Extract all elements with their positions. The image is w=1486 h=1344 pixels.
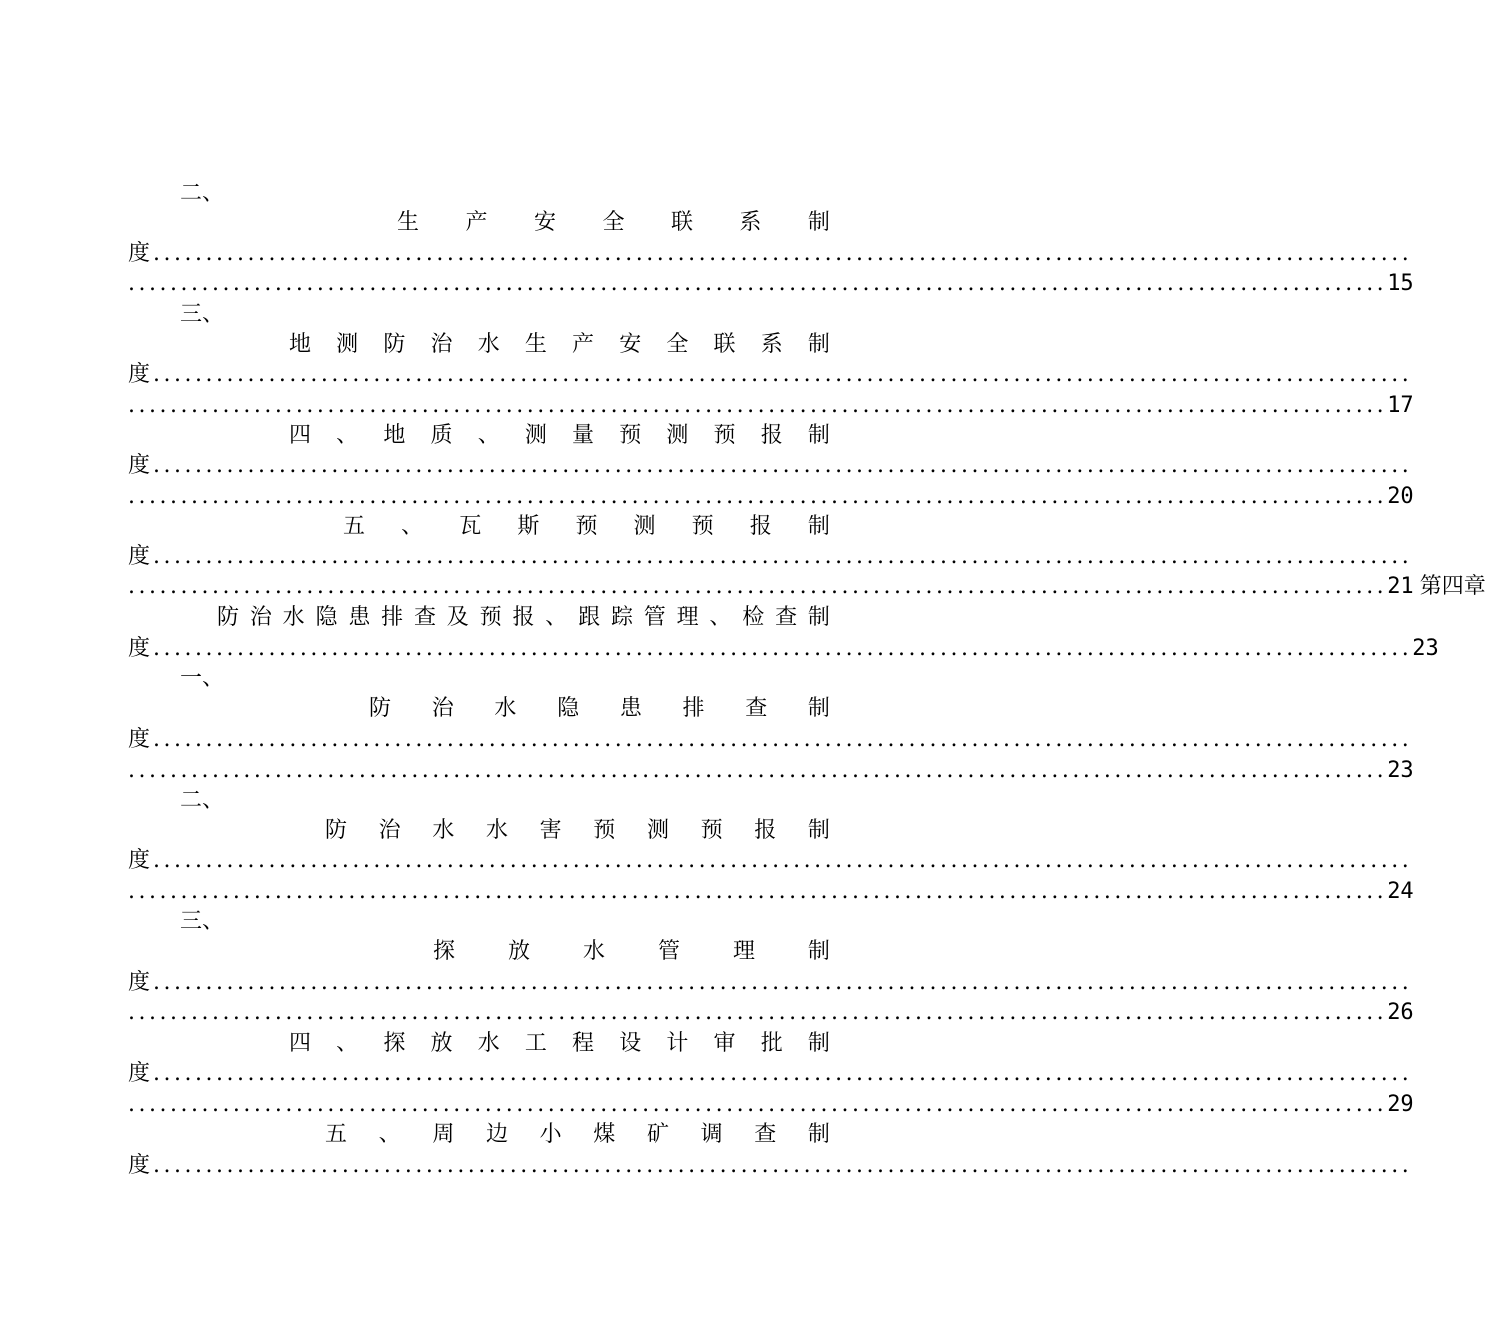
title-char: 审 [713,1031,736,1056]
title-char: 制 [807,332,830,357]
title-char: 制 [807,696,830,721]
dot-leader: ........................................................................................................................ [128,758,1388,783]
dot-leader: ........................................................................................................................ [153,362,1413,387]
title-char: 管 [657,939,680,964]
title-char: 制 [807,1031,830,1056]
title-char: 、 [401,514,424,539]
title-char: 生 [397,210,420,235]
title-char: 全 [666,332,689,357]
title-char: 排 [682,696,705,721]
title-char: 水 [494,696,517,721]
title-char: 制 [807,605,830,630]
toc-prefix: 二、 [180,788,225,813]
title-char: 探 [433,939,456,964]
title-char: 系 [739,210,762,235]
dot-leader: ........................................................................................................................ [153,1153,1413,1178]
toc-entry-title[interactable] [289,330,830,360]
title-char: 度 [128,970,154,995]
title-char: 四 [289,423,312,448]
title-char: 水 [485,818,508,843]
title-char: 联 [670,210,693,235]
dot-leader: ........................................................................................................................ [128,271,1388,296]
title-char: 治 [431,696,454,721]
toc-entry-title[interactable] [289,1029,830,1059]
dot-leader: ........................................................................................................................ [153,544,1413,569]
title-char: 制 [807,210,830,235]
title-char: 害 [539,818,562,843]
dot-leader: ........................................................................................................................ [128,1092,1388,1117]
title-char: 查 [745,696,768,721]
title-char: 全 [602,210,625,235]
title-char: 水 [477,332,500,357]
toc-leader-line [128,482,1414,512]
toc-leader-line [128,1059,1413,1089]
title-char: 调 [700,1122,723,1147]
title-char: 防 [383,332,406,357]
chapter-heading: 第四章 [1419,574,1486,599]
title-char: 度 [128,241,154,266]
title-char: 五 [325,1122,348,1147]
toc-leader-line [128,634,1439,664]
title-char: 预 [700,818,723,843]
title-char: 放 [430,1031,453,1056]
title-char: 、 [709,605,732,630]
dot-leader: ........................................................................................................................ [153,727,1413,752]
dot-leader: ........................................................................................................................ [153,636,1413,661]
toc-leader-line [128,877,1414,907]
toc-entry-title[interactable] [325,1120,830,1150]
title-char: 地 [289,332,312,357]
title-char: 五 [343,514,366,539]
title-char: 程 [572,1031,595,1056]
title-char: 预 [713,423,736,448]
title-char: 度 [128,1153,154,1178]
title-char: 安 [619,332,642,357]
title-char: 探 [383,1031,406,1056]
title-char: 水 [477,1031,500,1056]
title-char: 管 [643,605,666,630]
title-char: 度 [128,848,154,873]
toc-entry-title[interactable] [217,603,830,633]
title-char: 报 [754,818,777,843]
title-char: 水 [582,939,605,964]
toc-entry-title[interactable] [397,208,830,238]
title-char: 跟 [578,605,601,630]
title-char: 制 [807,818,830,843]
title-char: 四 [289,1031,312,1056]
toc-entry-title[interactable] [343,512,830,542]
page-number[interactable]: 29 [1387,1092,1414,1117]
title-char: 踪 [610,605,633,630]
toc-leader-line [128,968,1413,998]
title-char: 测 [666,423,689,448]
title-char: 度 [128,453,154,478]
toc-leader-line [128,451,1413,481]
title-char: 度 [128,1061,154,1086]
title-char: 、 [477,423,500,448]
title-char: 瓦 [459,514,482,539]
title-char: 制 [807,1122,830,1147]
title-char: 防 [369,696,392,721]
title-char: 测 [524,423,547,448]
dot-leader: ........................................................................................................................ [153,241,1413,266]
title-char: 患 [348,605,371,630]
title-char: 制 [807,423,830,448]
title-char: 患 [619,696,642,721]
title-char: 治 [430,332,453,357]
toc-leader-line [128,269,1414,299]
title-char: 工 [524,1031,547,1056]
title-char: 安 [533,210,556,235]
title-char: 设 [619,1031,642,1056]
title-char: 测 [633,514,656,539]
title-char: 查 [775,605,798,630]
title-char: 量 [572,423,595,448]
title-char: 检 [742,605,765,630]
dot-leader: ........................................................................................................................ [153,1061,1413,1086]
title-char: 防 [325,818,348,843]
title-char: 治 [249,605,272,630]
toc-leader-line [128,1090,1414,1120]
toc-leader-line [128,360,1413,390]
page-number[interactable]: 17 [1387,393,1414,418]
title-char: 测 [646,818,669,843]
dot-leader: ........................................................................................................................ [153,453,1413,478]
title-char: 产 [572,332,595,357]
title-char: 批 [760,1031,783,1056]
title-char: 预 [575,514,598,539]
title-char: 生 [524,332,547,357]
title-char: 防 [217,605,240,630]
toc-leader-line [128,391,1414,421]
title-char: 预 [691,514,714,539]
dot-leader: ........................................................................................................................ [128,484,1388,509]
toc-leader-line [128,1151,1413,1181]
title-char: 矿 [646,1122,669,1147]
dot-leader: ........................................................................................................................ [153,970,1413,995]
page-number[interactable]: 23 [1412,636,1439,661]
title-char: 放 [507,939,530,964]
title-char: 、 [545,605,568,630]
title-char: 周 [432,1122,455,1147]
title-char: 水 [432,818,455,843]
title-char: 理 [732,939,755,964]
title-char: 报 [749,514,772,539]
title-char: 隐 [315,605,338,630]
title-char: 预 [619,423,642,448]
title-char: 隐 [557,696,580,721]
dot-leader: ........................................................................................................................ [128,574,1388,599]
toc-prefix: 三、 [180,909,225,934]
title-char: 系 [760,332,783,357]
title-char: 地 [383,423,406,448]
title-char: 度 [128,544,154,569]
title-char: 制 [807,939,830,964]
toc-leader-line [128,756,1414,786]
toc-prefix: 三、 [180,302,225,327]
title-char: 小 [539,1122,562,1147]
toc-entry-title[interactable] [433,937,830,967]
title-char: 煤 [593,1122,616,1147]
toc-leader-line [128,542,1413,572]
dot-leader: ........................................................................................................................ [128,879,1388,904]
title-char: 、 [336,423,359,448]
toc-leader-line [128,239,1413,269]
toc-prefix: 一、 [180,666,225,691]
title-char: 质 [430,423,453,448]
toc-leader-line [128,998,1414,1028]
title-char: 边 [485,1122,508,1147]
title-char: 计 [666,1031,689,1056]
title-char: 及 [446,605,469,630]
title-char: 预 [479,605,502,630]
title-char: 查 [413,605,436,630]
dot-leader: ........................................................................................................................ [153,848,1413,873]
toc-entry-title[interactable] [289,421,830,451]
title-char: 斯 [517,514,540,539]
page-number[interactable]: 23 [1387,758,1414,783]
title-char: 产 [465,210,488,235]
title-char: 治 [378,818,401,843]
title-char: 报 [512,605,535,630]
dot-leader: ........................................................................................................................ [128,1000,1388,1025]
title-char: 度 [128,362,154,387]
title-char: 测 [336,332,359,357]
title-char: 水 [282,605,305,630]
title-char: 报 [760,423,783,448]
title-char: 制 [807,514,830,539]
title-char: 理 [676,605,699,630]
title-char: 排 [381,605,404,630]
title-char: 查 [754,1122,777,1147]
toc-leader-line [128,846,1413,876]
page-number[interactable]: 20 [1387,484,1414,509]
toc-entry-title[interactable] [369,694,830,724]
page-number[interactable]: 21 [1387,574,1414,599]
toc-leader-line [128,572,1486,602]
title-char: 度 [128,727,154,752]
dot-leader: ........................................................................................................................ [128,393,1388,418]
toc-entry-title[interactable] [325,816,830,846]
title-char: 度 [128,636,154,661]
title-char: 联 [713,332,736,357]
page-number[interactable]: 15 [1387,271,1414,296]
toc-prefix: 二、 [180,181,225,206]
title-char: 、 [336,1031,359,1056]
title-char: 、 [378,1122,401,1147]
page-number[interactable]: 24 [1387,879,1414,904]
page-number[interactable]: 26 [1387,1000,1414,1025]
title-char: 预 [593,818,616,843]
toc-leader-line [128,725,1413,755]
